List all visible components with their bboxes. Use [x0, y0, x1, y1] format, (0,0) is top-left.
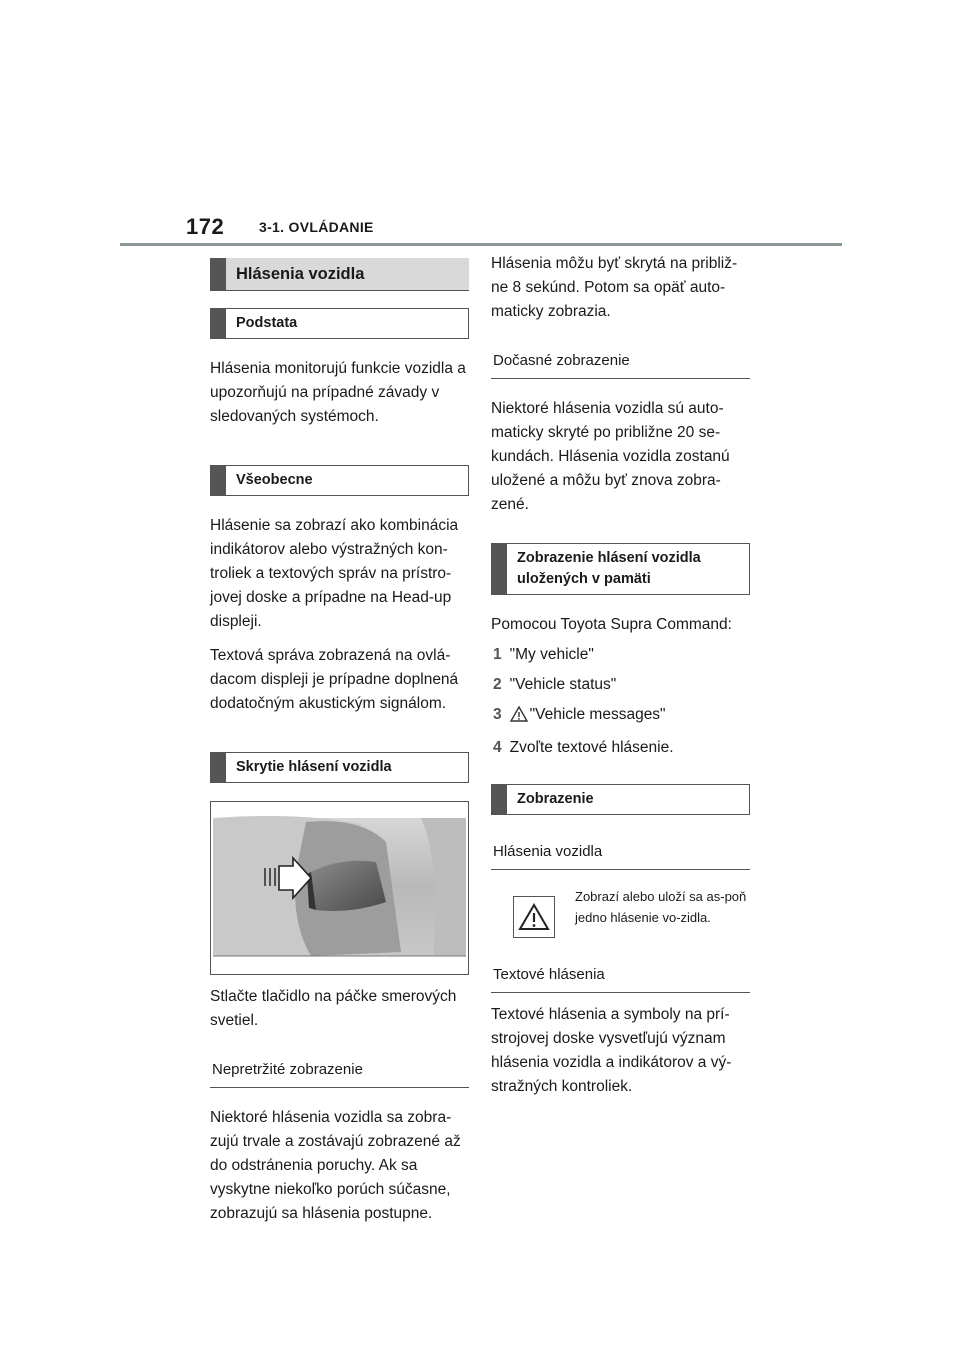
step-3: 3 "Vehicle messages" — [493, 703, 750, 730]
paragraph-intro: Hlásenia môžu byť skrytá na približ-ne 8 sekúnd. Potom sa opäť auto-maticky zobrazia. — [491, 255, 738, 320]
subheading-hlasenia-vozidla: Hlásenia vozidla — [491, 833, 750, 870]
step-2: 2 "Vehicle status" — [493, 676, 617, 693]
paragraph-textove: Textové hlásenia a symboly na prí-strojovej doske vysvetľujú význam hlásenia vozidla a indikátorov a vý-stražných kontroliek. — [491, 1006, 732, 1095]
warning-triangle-icon — [510, 706, 528, 730]
turn-signal-lever-illustration — [210, 801, 469, 975]
heading-skrytie: Skrytie hlásení vozidla — [210, 752, 469, 783]
step-1: 1 "My vehicle" — [493, 646, 594, 663]
paragraph-pamat-intro: Pomocou Toyota Supra Command: — [491, 616, 732, 633]
paragraph-docasne: Niektoré hlásenia vozidla sú auto-maticky skryté po približne 20 se-kundách. Hlásenia vozidla zostanú uložené a môžu byť znova zobra-zené. — [491, 400, 730, 513]
warning-row — [491, 886, 750, 938]
figure-caption: Stlačte tlačidlo na páčke smerových svetiel. — [210, 988, 457, 1029]
section-title: Hlásenia vozidla — [236, 264, 365, 283]
header-rule — [120, 243, 842, 246]
subheading-textove-hlasenia: Textové hlásenia — [491, 956, 750, 993]
heading-zobrazenie: Zobrazenie — [491, 784, 750, 815]
paragraph-nepretrzite: Niektoré hlásenia vozidla sa zobra-zujú trvale a zostávajú zobrazené až do odstránenia poruchy. Ak sa vyskytne niekoľko porúch súčasne, zobrazujú sa hlásenia postupne. — [210, 1109, 461, 1222]
heading-docasne: Dočasné zobrazenie — [491, 342, 750, 379]
heading-vseobecne: Všeobecne — [210, 465, 469, 496]
chapter-title: 3-1. OVLÁDANIE — [259, 219, 374, 235]
paragraph-podstata: Hlásenia monitorujú funkcie vozidla a upozorňujú na prípadné závady v sledovaných systémoch. — [210, 360, 466, 425]
section-heading-main — [210, 258, 469, 290]
paragraph-vseobecne-1: Hlásenie sa zobrazí ako kombinácia indikátorov alebo výstražných kon-troliek a textových správ na prístro-jovej doske a prípadne na Head-up displeji. — [210, 517, 459, 630]
heading-nepretrzite: Nepretržité zobrazenie — [210, 1051, 469, 1088]
paragraph-vseobecne-2: Textová správa zobrazená na ovlá-dacom displeji je prípadne doplnená dodatočným akustickým signálom. — [210, 647, 459, 712]
warning-description: Zobrazí alebo uloží sa as-poň jedno hlásenie vo-zidla. — [575, 889, 747, 925]
heading-bar — [210, 258, 226, 290]
step-4: 4 Zvoľte textové hlásenie. — [493, 739, 674, 756]
heading-pamat: Zobrazenie hlásení vozidla uložených v pamäti — [491, 543, 750, 595]
left-column — [210, 258, 469, 1226]
warning-triangle-icon — [513, 896, 555, 938]
right-column — [491, 252, 750, 1099]
page-number: 172 — [186, 214, 225, 239]
heading-podstata: Podstata — [210, 308, 469, 339]
lever-figure — [211, 802, 468, 974]
